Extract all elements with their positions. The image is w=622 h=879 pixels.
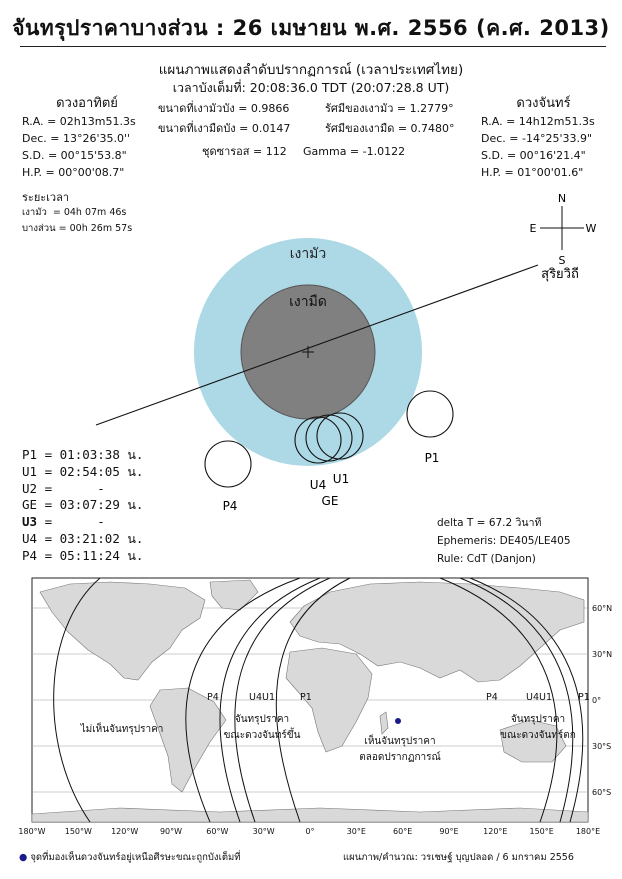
footer-note-text: จุดที่มองเห็นดวงจันทร์อยู่เหนือศีรษะขณะถูกบังเต็มที่	[30, 852, 241, 863]
lat-label: 0°	[592, 696, 602, 705]
contact-u2: U2 = -	[22, 480, 105, 496]
moon-heading: ดวงจันทร์	[516, 96, 571, 111]
contact-u4: U4 = 03:21:02 น.	[22, 530, 144, 546]
lon-label: 30°W	[252, 827, 275, 836]
duration-heading: ระยะเวลา	[22, 191, 70, 204]
region-rise-line1: จันทรุปราคา	[234, 714, 290, 725]
contact-times	[22, 447, 143, 565]
ecliptic-label: สุริยวิถี	[541, 267, 579, 282]
footer-credit: แผนภาพ/คำนวณ: วรเชษฐ์ บุญปลอด / 6 มกราคม 2556	[343, 852, 574, 863]
lon-label: 180°E	[575, 827, 601, 836]
ephemeris-info	[437, 514, 571, 568]
region-set-line2: ขณะดวงจันทร์ตก	[500, 730, 576, 741]
lon-label: 60°E	[393, 827, 413, 836]
penumbral-magnitude: ขนาดที่เงามัวบัง = 0.9866	[158, 102, 290, 115]
umbral-radius: รัศมีของเงามืด = 0.7480°	[325, 122, 455, 135]
label-p4: P4	[222, 499, 238, 513]
moon-p4	[205, 441, 251, 487]
lon-label: 180°W	[18, 827, 46, 836]
latitude-labels	[592, 604, 612, 797]
umbra-label: เงามืด	[289, 294, 327, 310]
map-label-p4-east: P4	[486, 692, 498, 703]
ephemeris-source: Ephemeris: DE405/LE405	[437, 535, 571, 547]
visibility-map	[0, 570, 622, 840]
compass-s: S	[558, 254, 566, 267]
lon-label: 30°E	[346, 827, 366, 836]
sub-moon-point	[395, 718, 401, 724]
region-all-line1: เห็นจันทรุปราคา	[364, 736, 436, 747]
region-all-line2: ตลอดปรากฏการณ์	[359, 752, 441, 763]
sun-sd: S.D. = 00°15'53.8"	[22, 149, 127, 162]
longitude-labels	[18, 827, 600, 836]
contact-p4: P4 = 05:11:24 น.	[22, 547, 144, 563]
duration-partial: บางส่วน = 00h 26m 57s	[22, 223, 133, 234]
label-ge: GE	[321, 494, 339, 508]
sun-hp: H.P. = 00°00'08.7"	[22, 166, 125, 179]
moon-dec: Dec. = -14°25'33.9"	[481, 132, 593, 145]
lon-label: 0°	[305, 827, 315, 836]
title-rule	[20, 46, 606, 47]
lat-label: 30°N	[592, 650, 613, 659]
lon-label: 120°E	[483, 827, 508, 836]
map-label-u4-west: U4	[249, 692, 262, 703]
lon-label: 150°W	[64, 827, 92, 836]
region-set-line1: จันทรุปราคา	[510, 714, 566, 725]
map-label-p4-west: P4	[207, 692, 219, 703]
moon-p1	[407, 391, 453, 437]
duration-penumbral: เงามัว = 04h 07m 46s	[22, 207, 127, 218]
contact-u1: U1 = 02:54:05 น.	[22, 463, 144, 479]
footer-note	[19, 850, 241, 865]
sub-moon-legend-dot: ●	[19, 852, 28, 863]
map-label-u1-west: U1	[262, 692, 275, 703]
danjon-rule: Rule: CdT (Danjon)	[437, 553, 536, 565]
greatest-eclipse-time: เวลาบังเต็มที่: 20:08:36.0 TDT (20:07:28.8 UT)	[172, 80, 450, 95]
subtitle: แผนภาพแสดงลำดับปรากฏการณ์ (เวลาประเทศไทย)	[158, 62, 464, 78]
delta-t: delta T = 67.2 วินาที	[437, 517, 542, 529]
lon-label: 120°W	[111, 827, 139, 836]
penumbra-label: เงามัว	[289, 246, 327, 262]
lon-label: 150°E	[529, 827, 554, 836]
page-title: จันทรุปราคาบางส่วน : 26 เมษายน พ.ศ. 2556 (ค.ศ. 2013)	[12, 16, 610, 40]
region-rise-line2: ขณะดวงจันทร์ขึ้น	[223, 730, 301, 741]
saros-series: ชุดซารอส = 112	[202, 145, 287, 158]
contact-ge: GE = 03:07:29 น.	[22, 497, 144, 513]
moon-hp: H.P. = 01°00'01.6"	[481, 166, 584, 179]
umbral-magnitude: ขนาดที่เงามืดบัง = 0.0147	[158, 122, 291, 135]
sun-info	[22, 92, 152, 181]
compass-n: N	[557, 192, 567, 205]
lon-label: 90°E	[439, 827, 459, 836]
moon-sd: S.D. = 00°16'21.4"	[481, 149, 586, 162]
compass-e: E	[529, 222, 537, 235]
map-label-u4-east: U4	[526, 692, 539, 703]
compass-w: W	[585, 222, 597, 235]
lon-label: 90°W	[159, 827, 183, 836]
lat-label: 30°S	[592, 742, 612, 751]
sun-heading: ดวงอาทิตย์	[56, 96, 118, 111]
sun-ra: R.A. = 02h13m51.3s	[22, 115, 136, 128]
moon-ra: R.A. = 14h12m51.3s	[481, 115, 595, 128]
map-label-u1-east: U1	[539, 692, 552, 703]
contact-p1: P1 = 01:03:38 น.	[22, 447, 144, 462]
lat-label: 60°S	[592, 788, 612, 797]
map-label-p1-east: P1	[578, 692, 590, 703]
contact-u3: U3 = -	[22, 514, 105, 530]
moon-info	[481, 92, 606, 181]
penumbral-radius: รัศมีของเงามัว = 1.2779°	[325, 102, 454, 115]
label-u1: U1	[332, 472, 350, 486]
map-label-p1-west: P1	[300, 692, 312, 703]
gamma-value: Gamma = -1.0122	[303, 145, 406, 158]
region-not-visible: ไม่เห็นจันทรุปราคา	[80, 724, 164, 735]
label-u4: U4	[309, 478, 327, 492]
sun-dec: Dec. = 13°26'35.0''	[22, 132, 131, 145]
label-p1: P1	[424, 451, 440, 465]
lat-label: 60°N	[592, 604, 613, 613]
lon-label: 60°W	[206, 827, 229, 836]
